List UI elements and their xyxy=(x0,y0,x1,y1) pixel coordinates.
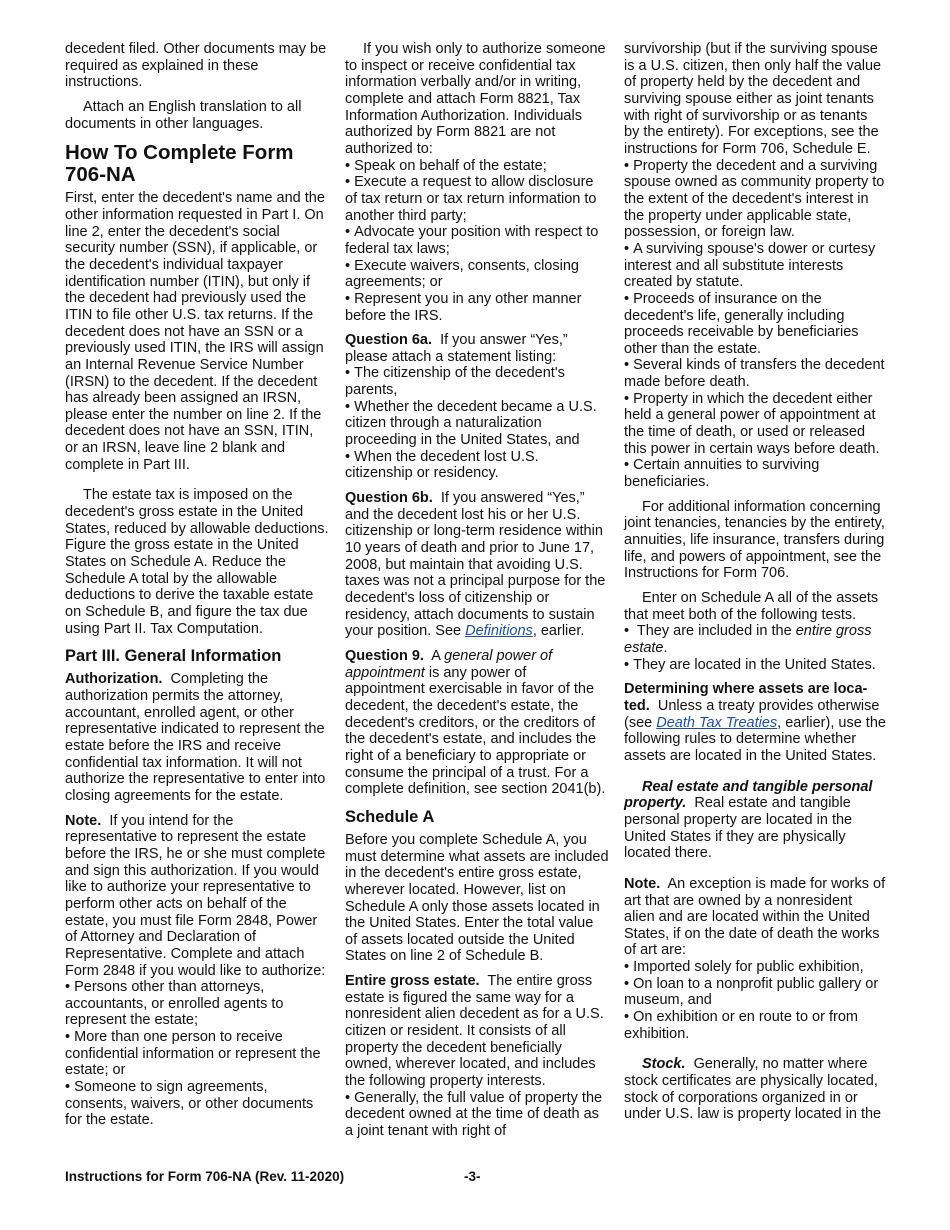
list-item: • Several kinds of transfers the decedent made before death. xyxy=(624,357,886,390)
list-item: • A surviving spouse's dower or curtesy interest and all substitute interests created by statute. xyxy=(624,241,886,291)
list-item-text: They are included in the xyxy=(636,623,792,640)
list-item: • Imported solely for public exhibition, xyxy=(624,959,886,976)
column-2 xyxy=(345,41,609,1148)
list-item: • On exhibition or en route to or from exhibition. xyxy=(624,1009,886,1042)
run-in-heading: Note. xyxy=(624,875,661,892)
definitions-link[interactable]: Definitions xyxy=(465,623,533,640)
paragraph-text: A xyxy=(431,647,441,664)
list-item: • The citizenship of the decedent's parents, xyxy=(345,365,609,398)
death-tax-treaties-link[interactable]: Death Tax Treaties xyxy=(656,714,778,731)
list-item: • Speak on behalf of the estate; xyxy=(345,158,609,175)
list-item: • Certain annuities to surviving beneficiaries. xyxy=(624,457,886,490)
paragraph-text: Real estate and tangible personal property are located in the United States if they are physically located there. xyxy=(624,795,853,862)
run-in-heading: Note. xyxy=(65,812,102,829)
page-number: -3- xyxy=(464,1169,481,1184)
paragraph xyxy=(624,779,886,862)
list-item-text: . xyxy=(663,639,668,656)
paragraph-text: Generally, no matter where stock certificates are physically located, stock of corporations organized in or under U.S. law is property located in the xyxy=(624,1056,882,1123)
list-item: • Proceeds of insurance on the decedent's life, generally including proceeds receivable by beneficiaries other than the estate. xyxy=(624,291,886,358)
subsection-heading: Part III. General Information xyxy=(65,647,282,666)
paragraph xyxy=(624,1056,886,1123)
list-item: • Whether the decedent became a U.S. citizen through a naturalization proceeding in the United States, and xyxy=(345,399,609,449)
list-item: • Represent you in any other manner before the IRS. xyxy=(345,291,609,324)
bullet-list xyxy=(624,158,886,491)
list-item: • On loan to a nonprofit public gallery or museum, and xyxy=(624,976,886,1009)
paragraph: First, enter the decedent's name and the other information requested in Part I. On line 2, enter the decedent's social security number (SSN), if applicable, or the decedent's individual taxpayer identification number (ITIN), but only if the decedent had previously used the ITIN to file other U.S. tax returns. If the decedent does not have an SSN or a previously used ITIN, the IRS will assign an Internal Revenue Service Number (IRSN) to the decedent. If the decedent has already been assigned an IRSN, please enter the number on line 2. If the decedent does not have an SSN, ITIN, or an IRSN, leave line 2 blank and complete in Part III. xyxy=(65,190,325,473)
paragraph xyxy=(65,671,329,804)
bullet-list xyxy=(624,959,886,1042)
subsection-heading: Schedule A xyxy=(345,807,435,826)
run-in-heading: Stock. xyxy=(642,1056,686,1073)
paragraph-text: , earlier), use the following rules to determine whether assets are located in the United States. xyxy=(624,714,886,764)
run-in-heading: Entire gross estate. xyxy=(345,973,480,990)
list-item: • More than one person to receive confidential information or represent the estate; or xyxy=(65,1029,329,1079)
paragraph: survivorship (but if the surviving spouse is a U.S. citizen, then only half the value of property held by the decedent and surviving spouse either as joint tenants with right of survivorship or as tenants by the entirety). For exceptions, see the instructions for Form 706, Schedule E. xyxy=(624,41,882,157)
paragraph: If you wish only to authorize someone to inspect or receive confidential tax information verbally and/or in writing, complete and attach Form 8821, Tax Information Authorization. Individuals authorized by Form 8821 are not authorized to: xyxy=(345,41,606,157)
paragraph: For additional information concerning joint tenancies, tenancies by the entirety, annuities, life insurance, transfers during life, and powers of appointment, see the Instructions for Form 706. xyxy=(624,498,885,582)
list-item: • Persons other than attorneys, accountants, or enrolled agents to represent the estate; xyxy=(65,979,329,1029)
paragraph-text: Completing the authorization permits the attorney, accountant, enrolled agent, or other representative indicated to represent the estate before the IRS and receive confidential tax information. It will not authorize the representative to enter into closing agreements for the estate. xyxy=(65,671,326,804)
paragraph-text: , earlier. xyxy=(532,623,585,640)
paragraph: Before you complete Schedule A, you must determine what assets are included in the decedent's entire gross estate, wherever located. However, list on Schedule A only those assets located in the United States. Enter the total value of assets located outside the United States on line 2 of Schedule B. xyxy=(345,831,609,965)
paragraph-text: Unless a treaty provides otherwise (see xyxy=(624,697,880,731)
list-item: • Generally, the full value of property the decedent owned at the time of death as a joint tenant with right of xyxy=(345,1090,609,1140)
footer-title: Instructions for Form 706-NA (Rev. 11-2020) xyxy=(65,1169,345,1184)
list-item: • Property in which the decedent either held a general power of appointment at the time of death, or used or released this power in certain ways before death. xyxy=(624,391,886,458)
bullet-list xyxy=(624,623,886,673)
bullet-list xyxy=(345,1090,609,1140)
paragraph: The estate tax is imposed on the decedent's gross estate in the United States, reduced by allowable deductions. Figure the gross estate in the United States on Schedule A. Reduce the Schedule A total by the allowable deductions to derive the taxable estate on Schedule B, and figure the tax due using Part II. Tax Computation. xyxy=(65,487,329,637)
list-item: • They are located in the United States. xyxy=(624,657,886,674)
list-item: • Execute a request to allow disclosure of tax return or tax return information to another third party; xyxy=(345,174,609,224)
run-in-heading: Authorization. xyxy=(65,671,163,688)
paragraph: Enter on Schedule A all of the assets that meet both of the following tests. xyxy=(624,590,879,623)
paragraph xyxy=(65,813,329,980)
bullet-list xyxy=(65,979,329,1129)
paragraph-text: If you answer “Yes,” please attach a statement listing: xyxy=(345,332,568,365)
emphasized-term: general power of appointment xyxy=(345,647,553,681)
run-in-heading: Question 6b. xyxy=(345,490,433,507)
run-in-heading: Real estate and tangible personal property. xyxy=(624,778,873,812)
paragraph-text: An exception is made for works of art that are owned by a nonresident alien and are located within the United States, if on the date of death the works of art are: xyxy=(624,875,886,959)
list-item: • Execute waivers, consents, closing agreements; or xyxy=(345,258,609,291)
list-item: • Advocate your position with respect to federal tax laws; xyxy=(345,224,609,257)
paragraph xyxy=(345,332,609,365)
run-in-heading: Question 6a. xyxy=(345,332,433,349)
bullet-list xyxy=(345,158,609,325)
paragraph xyxy=(345,490,609,640)
paragraph-text: If you answered “Yes,” and the decedent lost his or her U.S. citizenship or long-term residence within 10 years of death and prior to June 17, 2008, but maintain that avoiding U.S. taxes was not a principal purpose for the decedent's loss of citizenship or residency, attach documents to sustain your position. See xyxy=(345,490,606,640)
list-item: • When the decedent lost U.S. citizenship or residency. xyxy=(345,449,609,482)
list-item xyxy=(624,623,886,656)
list-item: • Someone to sign agreements, consents, waivers, or other documents for the estate. xyxy=(65,1079,329,1129)
paragraph: decedent filed. Other documents may be required as explained in these instructions. xyxy=(65,41,327,91)
emphasized-term: entire gross estate xyxy=(624,623,872,656)
column-1 xyxy=(65,41,329,1137)
paragraph-text: is any power of appointment exercisable in favor of the decedent, the decedent's estate, the decedent's creditors, or the creditors of the decedent's estate, and includes the right of a beneficiary to appropriate or consume the principal of a trust. For a complete definition, see section 2041(b). xyxy=(345,664,606,798)
paragraph xyxy=(345,648,609,798)
list-item: • Property the decedent and a surviving spouse owned as community property to the extent of the decedent's interest in the property under applicable state, possession, or foreign law. xyxy=(624,158,886,241)
paragraph xyxy=(624,681,886,764)
column-3 xyxy=(624,41,886,1131)
run-in-heading: Determining where assets are loca-ted. xyxy=(624,681,868,714)
bullet-list xyxy=(345,365,609,482)
paragraph: Attach an English translation to all documents in other languages. xyxy=(65,98,302,132)
paragraph xyxy=(345,973,609,1090)
paragraph-text: The entire gross estate is figured the same way for a nonresident alien decedent as for a U.S. citizen or resident. It consists of all property the decedent beneficially owned, wherever located, and includes the following property interests. xyxy=(345,973,604,1090)
paragraph-text: If you intend for the representative to represent the estate before the IRS, he or she must complete and sign this authorization. If you would like to authorize your representative to perform other acts on behalf of the estate, you must file Form 2848, Power of Attorney and Declaration of Representative. Complete and attach Form 2848 if you would like to authorize: xyxy=(65,812,326,979)
run-in-heading: Question 9. xyxy=(345,647,424,664)
paragraph xyxy=(624,876,886,959)
page-footer xyxy=(65,1169,886,1184)
section-heading: How To Complete Form 706-NA xyxy=(65,141,294,187)
